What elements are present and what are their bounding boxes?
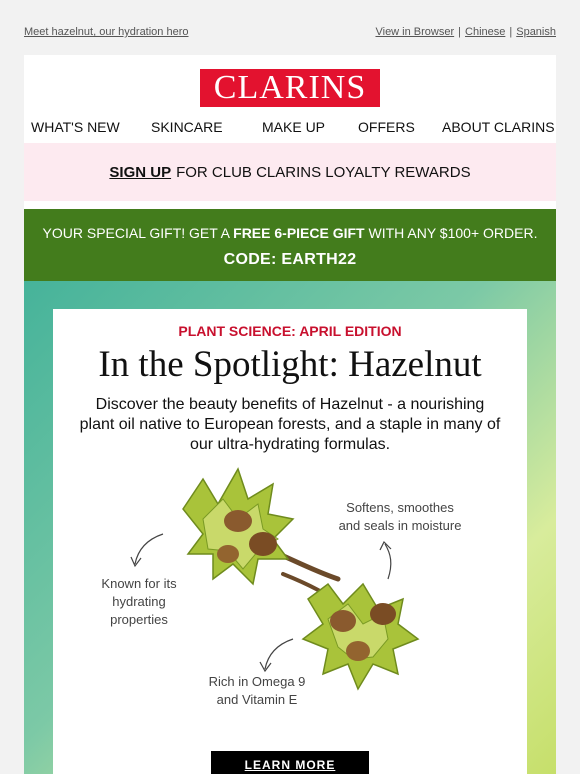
club-banner[interactable] [24, 143, 556, 201]
hero-section [24, 281, 556, 774]
view-in-browser-link[interactable]: View in Browser [375, 26, 455, 38]
link-separator: | [458, 26, 462, 38]
gift-offer-bold: FREE 6-PIECE GIFT [233, 225, 365, 241]
arrow-softens [385, 544, 391, 579]
hero-description: Discover the beauty benefits of Hazelnut - a nourishing plant oil native to European forests, and a staple in many of our ultra-hydrating formulas. [79, 396, 501, 453]
logo-container [24, 69, 556, 107]
gift-offer-text [24, 225, 556, 241]
gift-offer-post: WITH ANY $100+ ORDER. [368, 225, 538, 241]
clarins-logo[interactable]: CLARINS [200, 69, 380, 107]
preheader [24, 26, 556, 42]
nav-make-up[interactable]: MAKE UP [262, 119, 326, 135]
hazelnut-cluster-bottom [303, 584, 418, 689]
callout-softens [325, 499, 475, 535]
callout-softens-line1: Softens, smoothes [346, 500, 454, 515]
promo-code: CODE: EARTH22 [223, 251, 357, 268]
nav-about-clarins[interactable]: ABOUT CLARINS [442, 119, 555, 135]
nav-whats-new[interactable]: WHAT'S NEW [31, 119, 120, 135]
main-nav [24, 119, 556, 139]
nav-offers[interactable]: OFFERS [358, 119, 415, 135]
learn-more-button[interactable]: LEARN MORE [211, 751, 369, 774]
club-banner-text: FOR CLUB CLARINS LOYALTY REWARDS [176, 163, 471, 181]
hero-card [53, 309, 527, 774]
email-body [24, 55, 556, 774]
spanish-link[interactable]: Spanish [516, 26, 556, 38]
callout-softens-line2: and seals in moisture [338, 518, 462, 533]
callout-omega [201, 673, 313, 709]
callout-omega-line2: and Vitamin E [216, 692, 298, 707]
callout-hydrating-line1: Known for its [101, 576, 177, 591]
hero-headline: In the Spotlight: Hazelnut [98, 344, 482, 385]
callout-hydrating-line3: properties [110, 612, 168, 627]
hazelnut-illustration [53, 459, 527, 729]
signup-link[interactable]: SIGN UP [109, 163, 172, 181]
preheader-headline-link[interactable]: Meet hazelnut, our hydration hero [24, 26, 189, 38]
callout-hydrating [93, 575, 185, 629]
nav-skincare[interactable]: SKINCARE [151, 119, 223, 135]
hero-eyebrow: PLANT SCIENCE: APRIL EDITION [178, 323, 402, 339]
hazelnut-cluster-top [183, 469, 293, 584]
link-separator: | [509, 26, 513, 38]
callout-hydrating-line2: hydrating [112, 594, 166, 609]
preheader-links [375, 26, 556, 38]
callout-omega-line1: Rich in Omega 9 [208, 674, 306, 689]
chinese-link[interactable]: Chinese [465, 26, 506, 38]
gift-offer-pre: YOUR SPECIAL GIFT! GET A [42, 225, 230, 241]
gift-banner[interactable] [24, 209, 556, 281]
